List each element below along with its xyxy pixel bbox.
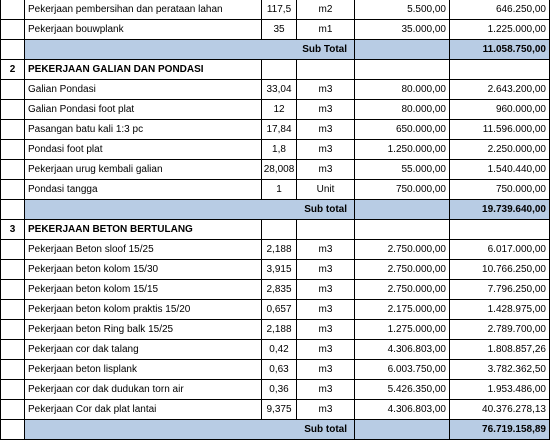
table-row [0,160,550,180]
subtotal-row [0,40,550,60]
row-number-cell[interactable] [0,260,25,280]
description-cell[interactable]: Pekerjaan beton lisplank [25,360,262,380]
empty-cell[interactable] [450,220,550,240]
volume-cell[interactable]: 28,008 [262,160,297,180]
subtotal-row [0,420,550,440]
unit-cell[interactable]: m3 [297,120,355,140]
unit-cell[interactable]: m3 [297,160,355,180]
unit-cell[interactable]: m3 [297,340,355,360]
subtotal-label[interactable]: Sub total [25,420,355,440]
description-cell[interactable]: Pekerjaan beton kolom 15/30 [25,260,262,280]
table-row [0,20,550,40]
unit-cell[interactable]: m2 [297,0,355,20]
unit-cell[interactable]: m3 [297,100,355,120]
total-price-cell[interactable]: 6.017.000,00 [450,240,550,260]
description-cell[interactable]: Pekerjaan beton Ring balk 15/25 [25,320,262,340]
description-cell[interactable]: Pondasi foot plat [25,140,262,160]
unit-cell[interactable]: m3 [297,360,355,380]
unit-cell[interactable]: m3 [297,280,355,300]
row-number-cell[interactable] [0,40,25,60]
table-row [0,340,550,360]
table-row [0,320,550,340]
section-header-row [0,60,550,80]
row-number-cell[interactable] [0,100,25,120]
unit-price-cell[interactable]: 4.306.803,00 [355,340,450,360]
total-price-cell[interactable]: 960.000,00 [450,100,550,120]
table-row [0,140,550,160]
description-cell[interactable]: Galian Pondasi foot plat [25,100,262,120]
volume-cell[interactable]: 0,36 [262,380,297,400]
unit-cell[interactable]: Unit [297,180,355,200]
table-row [0,240,550,260]
table-row [0,380,550,400]
unit-cell[interactable]: m3 [297,140,355,160]
volume-cell[interactable]: 1 [262,180,297,200]
total-price-cell[interactable]: 2.789.700,00 [450,320,550,340]
table-row [0,300,550,320]
description-cell[interactable]: Pekerjaan cor dak dudukan torn air [25,380,262,400]
total-price-cell[interactable]: 3.782.362,50 [450,360,550,380]
subtotal-label[interactable]: Sub Total [25,40,355,60]
description-cell[interactable]: Pekerjaan pembersihan dan perataan lahan [25,0,262,20]
row-number-cell[interactable] [0,340,25,360]
table-row [0,120,550,140]
row-number-cell[interactable] [0,200,25,220]
volume-cell[interactable]: 2,835 [262,280,297,300]
subtotal-value[interactable]: 11.058.750,00 [450,40,550,60]
volume-cell[interactable]: 0,63 [262,360,297,380]
total-price-cell[interactable]: 1.808.857,26 [450,340,550,360]
empty-cell[interactable] [262,60,297,80]
row-number-cell[interactable] [0,380,25,400]
unit-price-cell[interactable]: 5.500,00 [355,0,450,20]
table-row [0,0,550,20]
row-number-cell[interactable] [0,320,25,340]
section-title-cell[interactable]: PEKERJAAN BETON BERTULANG [25,220,262,240]
total-price-cell[interactable]: 11.596.000,00 [450,120,550,140]
subtotal-value[interactable]: 76.719.158,89 [450,420,550,440]
volume-cell[interactable]: 0,657 [262,300,297,320]
table-row [0,280,550,300]
row-number-cell[interactable] [0,140,25,160]
row-number-cell[interactable] [0,280,25,300]
table-row [0,80,550,100]
row-number-cell[interactable] [0,180,25,200]
unit-cell[interactable]: m3 [297,80,355,100]
unit-price-cell[interactable]: 2.750.000,00 [355,280,450,300]
unit-price-cell[interactable]: 1.250.000,00 [355,140,450,160]
subtotal-label[interactable]: Sub total [25,200,355,220]
volume-cell[interactable]: 35 [262,20,297,40]
unit-price-cell[interactable]: 80.000,00 [355,80,450,100]
empty-cell[interactable] [297,220,355,240]
total-price-cell[interactable]: 7.796.250,00 [450,280,550,300]
table-row [0,260,550,280]
total-price-cell[interactable]: 750.000,00 [450,180,550,200]
description-cell[interactable]: Pekerjaan Cor dak plat lantai [25,400,262,420]
total-price-cell[interactable]: 1.428.975,00 [450,300,550,320]
total-price-cell[interactable]: 1.540.440,00 [450,160,550,180]
volume-cell[interactable]: 17,84 [262,120,297,140]
unit-price-cell[interactable]: 80.000,00 [355,100,450,120]
description-cell[interactable]: Pekerjaan beton kolom praktis 15/20 [25,300,262,320]
unit-price-cell[interactable]: 2.175.000,00 [355,300,450,320]
volume-cell[interactable]: 12 [262,100,297,120]
unit-cell[interactable]: m3 [297,400,355,420]
row-number-cell[interactable] [0,360,25,380]
total-price-cell[interactable]: 1.953.486,00 [450,380,550,400]
unit-price-cell[interactable]: 2.750.000,00 [355,240,450,260]
description-cell[interactable]: Pekerjaan bouwplank [25,20,262,40]
row-number-cell[interactable] [0,80,25,100]
empty-cell[interactable] [355,200,450,220]
section-header-row [0,220,550,240]
empty-cell[interactable] [355,60,450,80]
unit-price-cell[interactable]: 1.275.000,00 [355,320,450,340]
description-cell[interactable]: Pasangan batu kali 1:3 pc [25,120,262,140]
description-cell[interactable]: Pekerjaan cor dak talang [25,340,262,360]
unit-cell[interactable]: m3 [297,300,355,320]
row-number-cell[interactable] [0,160,25,180]
description-cell[interactable]: Pekerjaan Beton sloof 15/25 [25,240,262,260]
unit-price-cell[interactable]: 55.000,00 [355,160,450,180]
unit-cell[interactable]: m1 [297,20,355,40]
unit-cell[interactable]: m3 [297,380,355,400]
row-number-cell[interactable] [0,400,25,420]
unit-price-cell[interactable]: 2.750.000,00 [355,260,450,280]
unit-price-cell[interactable]: 650.000,00 [355,120,450,140]
unit-cell[interactable]: m3 [297,240,355,260]
total-price-cell[interactable]: 40.376.278,13 [450,400,550,420]
empty-cell[interactable] [355,420,450,440]
section-title-cell[interactable]: PEKERJAAN GALIAN DAN PONDASI [25,60,262,80]
empty-cell[interactable] [450,60,550,80]
unit-price-cell[interactable]: 750.000,00 [355,180,450,200]
subtotal-row [0,200,550,220]
row-number-cell[interactable] [0,240,25,260]
total-price-cell[interactable]: 2.643.200,00 [450,80,550,100]
section-number-cell[interactable]: 3 [0,220,25,240]
description-cell[interactable]: Pondasi tangga [25,180,262,200]
row-number-cell[interactable] [0,0,25,20]
row-number-cell[interactable] [0,300,25,320]
subtotal-value[interactable]: 19.739.640,00 [450,200,550,220]
volume-cell[interactable]: 3,915 [262,260,297,280]
section-number-cell[interactable]: 2 [0,60,25,80]
unit-cell[interactable]: m3 [297,320,355,340]
volume-cell[interactable]: 0,42 [262,340,297,360]
empty-cell[interactable] [297,60,355,80]
volume-cell[interactable]: 2,188 [262,320,297,340]
table-row [0,360,550,380]
volume-cell[interactable]: 33,04 [262,80,297,100]
unit-cell[interactable]: m3 [297,260,355,280]
volume-cell[interactable]: 1,8 [262,140,297,160]
row-number-cell[interactable] [0,20,25,40]
empty-cell[interactable] [355,220,450,240]
table-row [0,180,550,200]
unit-price-cell[interactable]: 6.003.750,00 [355,360,450,380]
unit-price-cell[interactable]: 5.426.350,00 [355,380,450,400]
volume-cell[interactable]: 9,375 [262,400,297,420]
description-cell[interactable]: Pekerjaan urug kembali galian [25,160,262,180]
volume-cell[interactable]: 117,5 [262,0,297,20]
total-price-cell[interactable]: 646.250,00 [450,0,550,20]
table-row [0,100,550,120]
table-row [0,400,550,420]
description-cell[interactable]: Pekerjaan beton kolom 15/15 [25,280,262,300]
total-price-cell[interactable]: 2.250.000,00 [450,140,550,160]
row-number-cell[interactable] [0,120,25,140]
empty-cell[interactable] [355,40,450,60]
unit-price-cell[interactable]: 4.306.803,00 [355,400,450,420]
empty-cell[interactable] [262,220,297,240]
row-number-cell[interactable] [0,420,25,440]
total-price-cell[interactable]: 10.766.250,00 [450,260,550,280]
volume-cell[interactable]: 2,188 [262,240,297,260]
unit-price-cell[interactable]: 35.000,00 [355,20,450,40]
total-price-cell[interactable]: 1.225.000,00 [450,20,550,40]
description-cell[interactable]: Galian Pondasi [25,80,262,100]
